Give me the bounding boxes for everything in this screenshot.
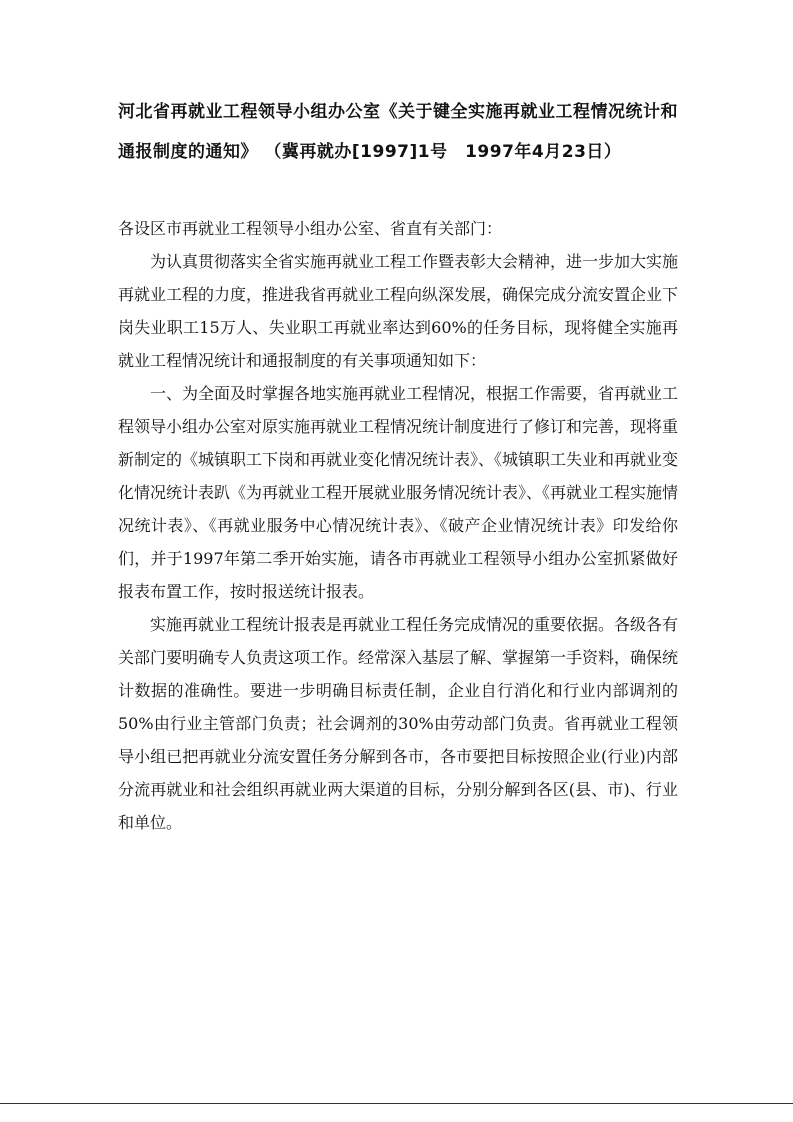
page-bottom-divider	[0, 1103, 793, 1104]
document-body	[118, 212, 678, 839]
document-title: 河北省再就业工程领导小组办公室《关于键全实施再就业工程情况统计和通报制度的通知》 （冀再就办[1997]1号 1997年4月23日）	[118, 102, 678, 162]
salutation: 各设区市再就业工程领导小组办公室、省直有关部门：	[118, 219, 503, 238]
paragraph-section-one: 一、为全面及时掌握各地实施再就业工程情况，根据工作需要，省再就业工程领导小组办公室对原实施再就业工程情况统计制度进行了修订和完善，现将重新制定的《城镇职工下岗和再就业变化情况统计表》、《城镇职工失业和再就业变化情况统计表趴《为再就业工程开展就业服务情况统计表》、《再就业工程实施情况统计表》、《再就业服务中心情况统计表》、《破产企业情况统计表》印发给你们，并于1997年第二季开始实施，请各市再就业工程领导小组办公室抓紧做好报表布置工作，按时报送统计报表。	[118, 384, 679, 601]
paragraph-intro: 为认真贯彻落实全省实施再就业工程工作暨表彰大会精神，进一步加大实施再就业工程的力度，推进我省再就业工程向纵深发展，确保完成分流安置企业下岗失业职工15万人、失业职工再就业率达到60%的任务目标，现将健全实施再就业工程情况统计和通报制度的有关事项通知如下：	[118, 252, 679, 370]
paragraph-statistics-basis: 实施再就业工程统计报表是再就业工程任务完成情况的重要依据。各级各有关部门要明确专人负责这项工作。经常深入基层了解、掌握第一手资料，确保统计数据的准确性。要进一步明确目标责任制，企业自行消化和行业内部调剂的50%由行业主管部门负责；社会调剂的30%由劳动部门负责。省再就业工程领导小组已把再就业分流安置任务分解到各市，各市要把目标按照企业(行业)内部分流再就业和社会组织再就业两大渠道的目标，分别分解到各区(县、市)、行业和单位。	[118, 615, 679, 832]
